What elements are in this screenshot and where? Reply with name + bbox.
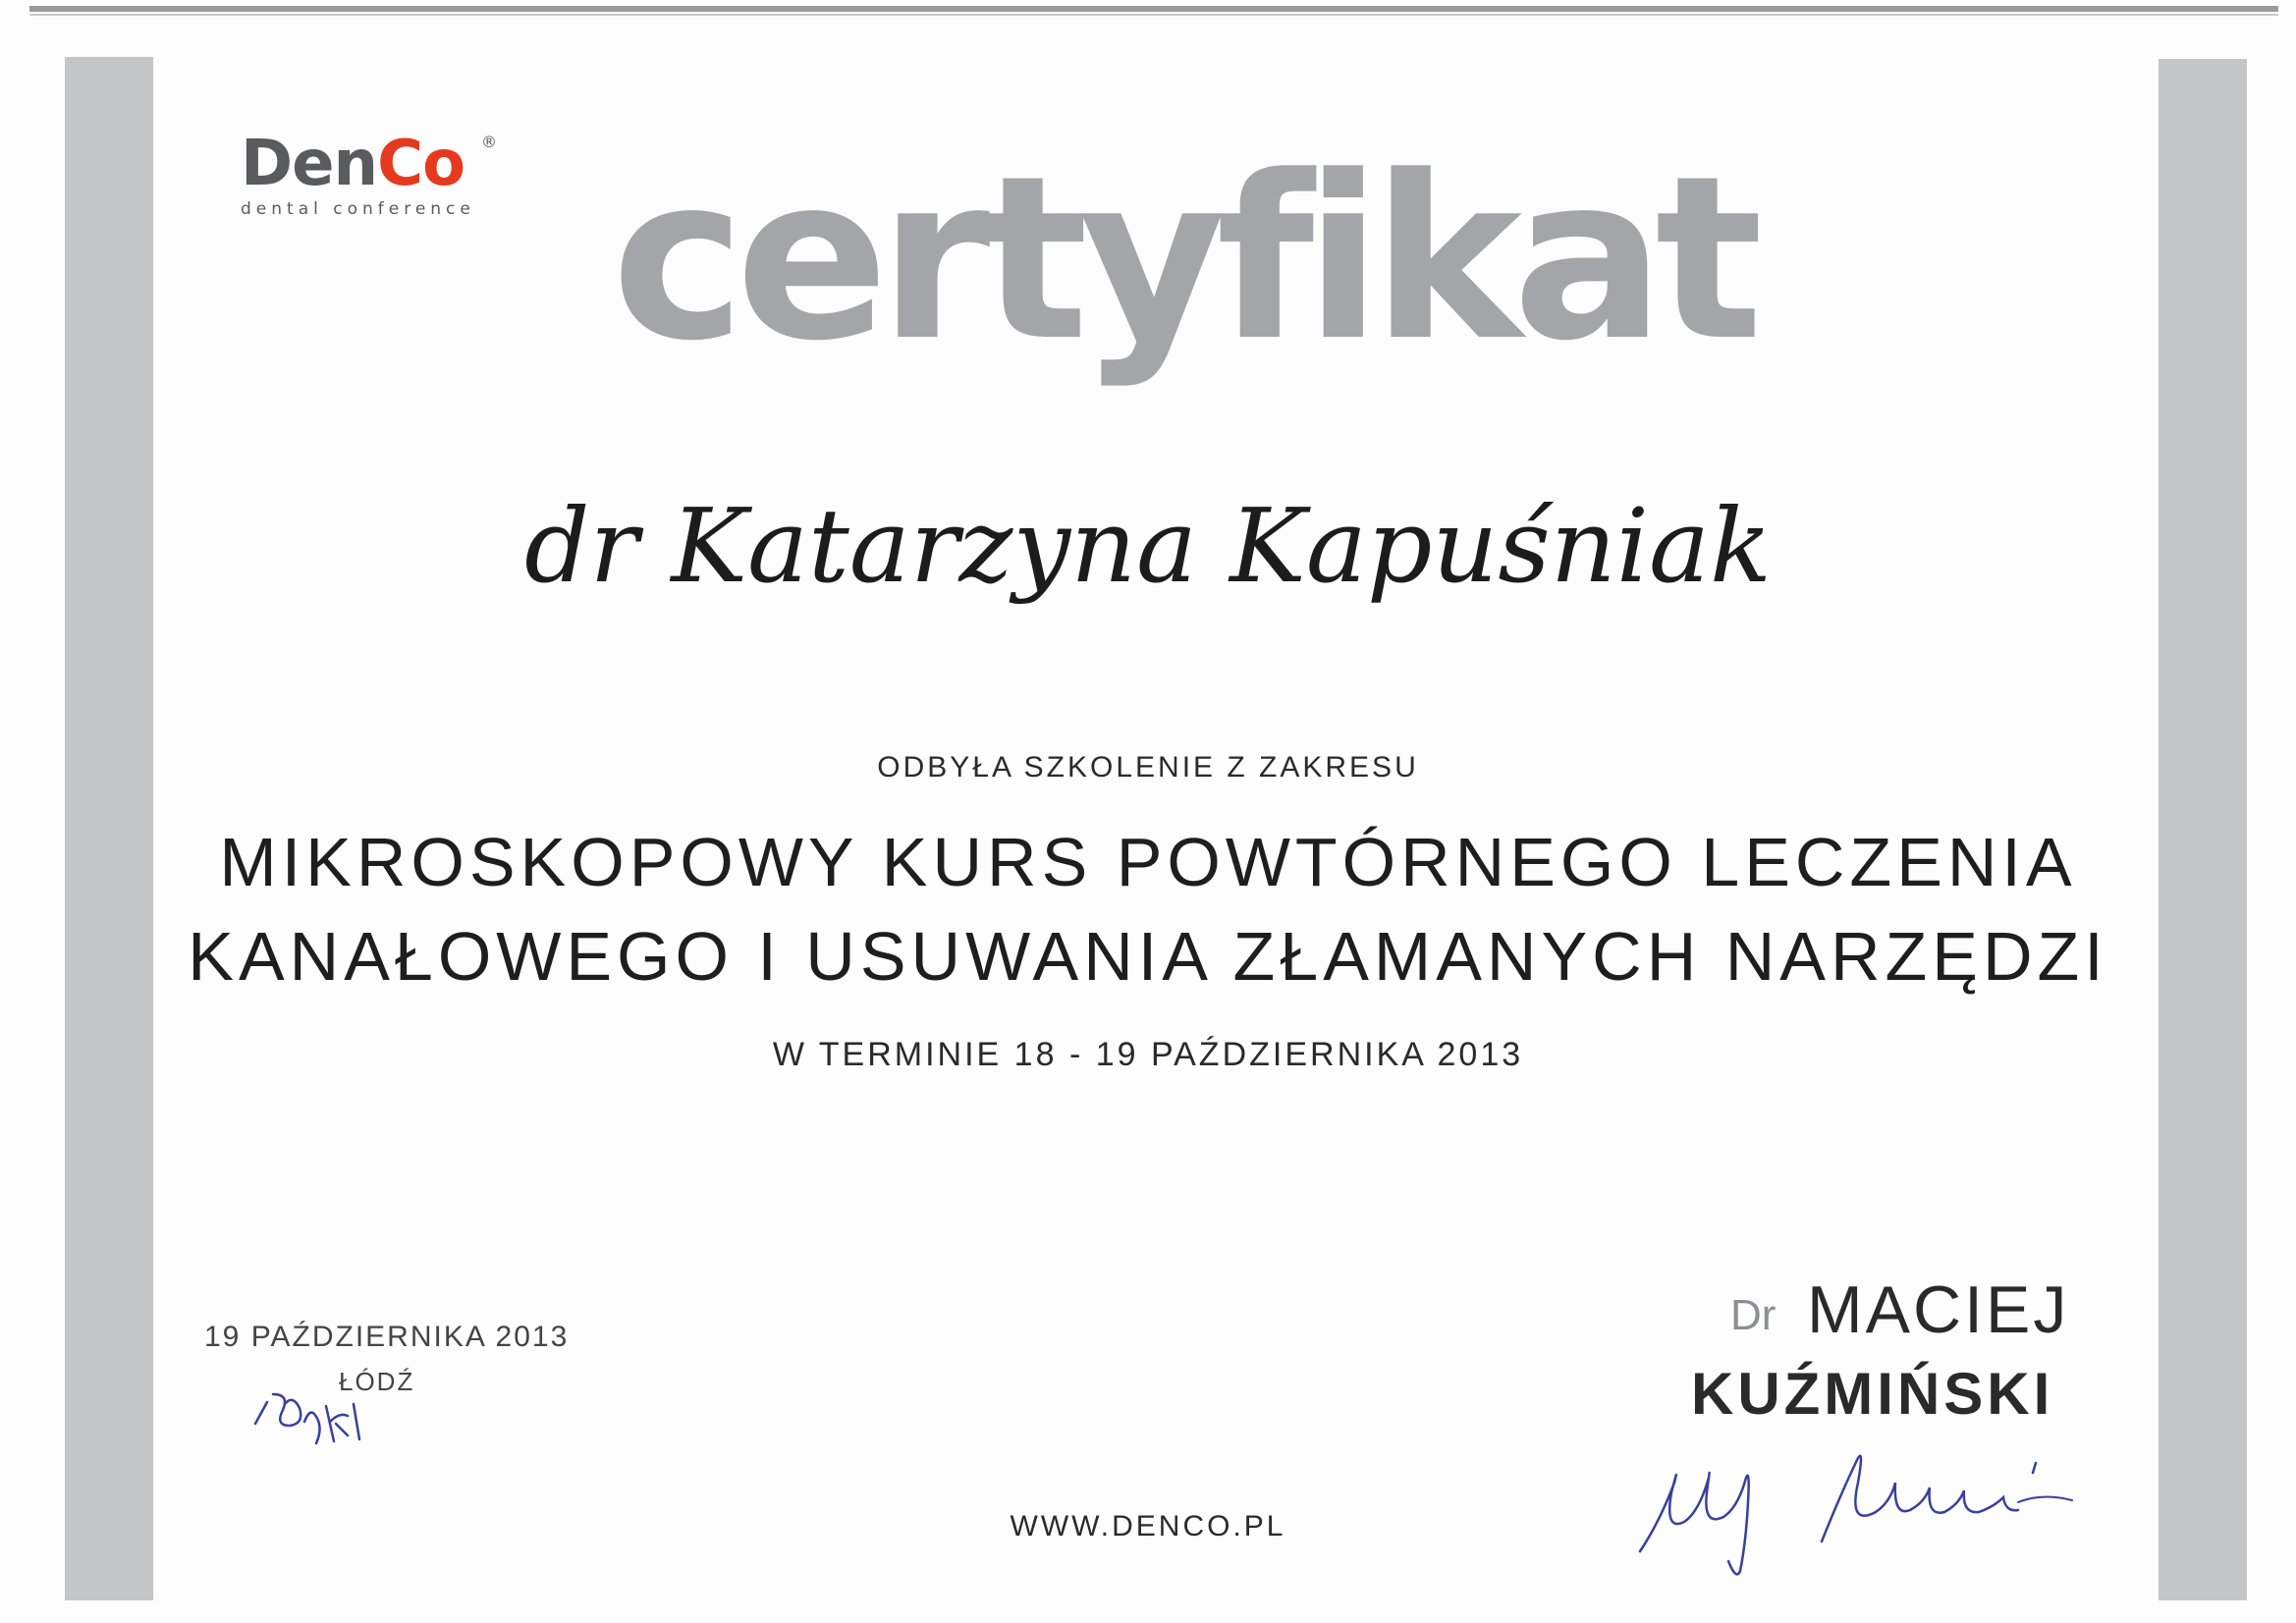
signatory-last-name: KUŹMIŃSKI — [1691, 1361, 2054, 1427]
issue-date: 19 PAŹDZIERNIKA 2013 — [204, 1321, 570, 1353]
scan-edge-line — [29, 6, 2278, 12]
logo-den-text: Den — [241, 128, 378, 200]
scan-edge-line-secondary — [29, 14, 2278, 16]
certificate-title: certyfikat — [611, 129, 1754, 391]
course-title — [0, 815, 2296, 1003]
course-title-line-2: KANAŁOWEGO I USUWANIA ZŁAMANYCH NARZĘDZI — [188, 918, 2108, 995]
issue-place: ŁÓDŹ — [339, 1367, 415, 1396]
intro-text: ODBYŁA SZKOLENIE Z ZAKRESU — [877, 751, 1419, 784]
website-url: WWW.DENCO.PL — [1010, 1510, 1286, 1542]
registered-mark: ® — [481, 133, 497, 151]
handwritten-signature — [1630, 1434, 2092, 1581]
course-dates: W TERMINIE 18 - 19 PAŹDZIERNIKA 2013 — [772, 1036, 1524, 1073]
logo-tagline: dental conference — [241, 199, 475, 219]
signatory-title: Dr — [1730, 1291, 1777, 1339]
handwritten-points-note — [246, 1365, 393, 1453]
recipient-name: dr Katarzyna Kapuśniak — [523, 486, 1773, 606]
logo-co-text: Co — [377, 128, 465, 200]
course-title-line-1: MIKROSKOPOWY KURS POWTÓRNEGO LECZENIA — [219, 824, 2077, 900]
signatory-first-name: MACIEJ — [1807, 1272, 2070, 1347]
